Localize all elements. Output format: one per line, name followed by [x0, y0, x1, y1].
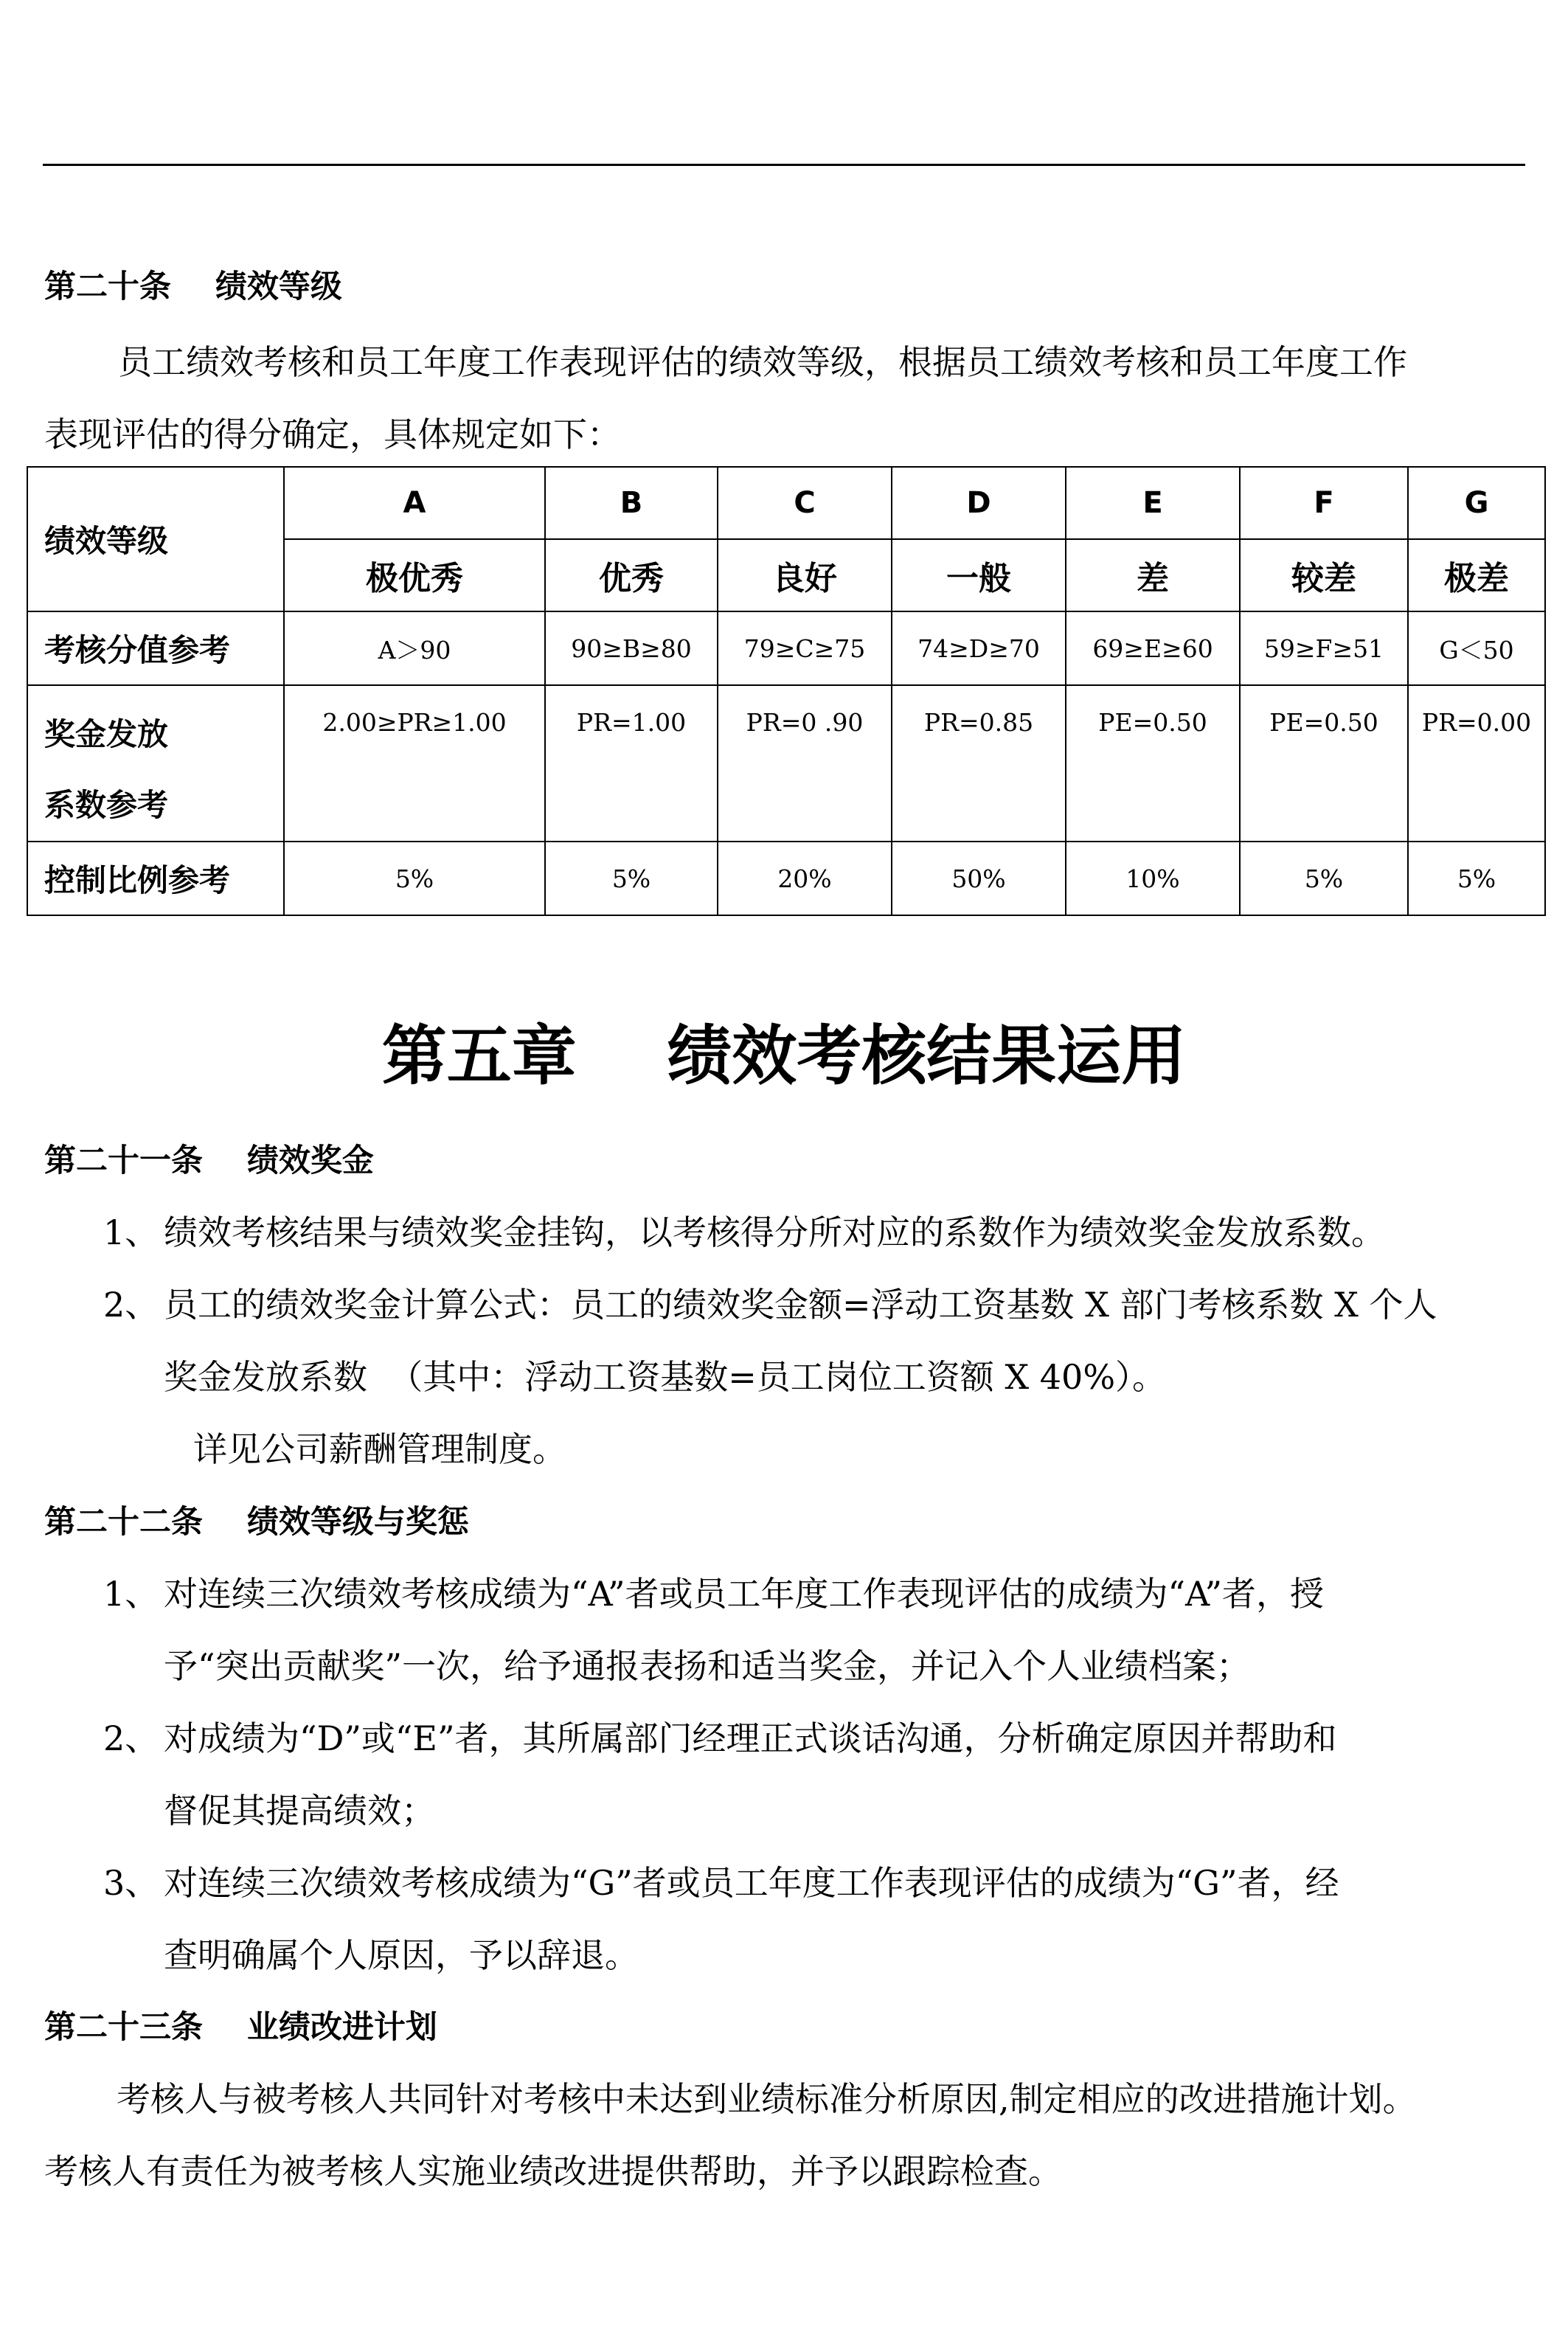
grade-name: 良好: [718, 539, 892, 611]
ratio-cell: 50%: [892, 842, 1066, 915]
score-cell: 74≥D≥70: [892, 611, 1066, 685]
bonus-cell: PR=0.00: [1408, 685, 1545, 842]
article-23-heading: 第二十三条 业绩改进计划: [44, 2009, 437, 2046]
grade-letter: A: [284, 467, 545, 539]
grade-letter: E: [1066, 467, 1240, 539]
article-23-text-line-1: 考核人与被考核人共同针对考核中未达到业绩标准分析原因,制定相应的改进措施计划。: [117, 2079, 1417, 2119]
score-row-header: 考核分值参考: [27, 611, 284, 685]
article-22-heading: 第二十二条 绩效等级与奖惩: [44, 1504, 469, 1541]
ratio-cell: 10%: [1066, 842, 1240, 915]
article-22-item-2-line-2: 督促其提高绩效；: [164, 1791, 435, 1831]
grade-row-header: 绩效等级: [27, 467, 284, 611]
ratio-cell: 5%: [1240, 842, 1408, 915]
ratio-cell: 20%: [718, 842, 892, 915]
ratio-row-header: 控制比例参考: [27, 842, 284, 915]
grade-name: 较差: [1240, 539, 1408, 611]
bonus-cell: PR=1.00: [545, 685, 718, 842]
bonus-row-header-line-1: 奖金发放: [44, 716, 169, 752]
article-23-text-line-2: 考核人有责任为被考核人实施业绩改进提供帮助，并予以跟踪检查。: [44, 2151, 1062, 2191]
grade-letter: F: [1240, 467, 1408, 539]
article-21-heading: 第二十一条 绩效奖金: [44, 1142, 374, 1179]
score-row: [27, 611, 1545, 685]
score-cell: 79≥C≥75: [718, 611, 892, 685]
list-number: 3、: [103, 1863, 159, 1903]
article-21-item-2-line-2: 奖金发放系数 （其中：浮动工资基数=员工岗位工资额 X 40%）。: [164, 1357, 1167, 1397]
score-cell: 59≥F≥51: [1240, 611, 1408, 685]
article-20-heading: 第二十条 绩效等级: [44, 268, 342, 305]
list-number: 2、: [103, 1718, 159, 1758]
grade-letter: C: [718, 467, 892, 539]
grade-letter: G: [1408, 467, 1545, 539]
grade-name: 优秀: [545, 539, 718, 611]
article-22-item-2-line-1: 对成绩为“D”或“E”者，其所属部门经理正式谈话沟通，分析确定原因并帮助和: [164, 1718, 1337, 1758]
grade-name: 差: [1066, 539, 1240, 611]
ratio-cell: 5%: [1408, 842, 1545, 915]
grade-name: 极优秀: [284, 539, 545, 611]
bonus-cell: 2.00≥PR≥1.00: [284, 685, 545, 842]
score-cell: A＞90: [284, 611, 545, 685]
list-number: 1、: [103, 1574, 159, 1614]
bonus-row: [27, 685, 1545, 842]
performance-grade-table: [27, 466, 1546, 916]
score-cell: 69≥E≥60: [1066, 611, 1240, 685]
score-cell: G＜50: [1408, 611, 1545, 685]
article-22-item-1-line-1: 对连续三次绩效考核成绩为“A”者或员工年度工作表现评估的成绩为“A”者，授: [164, 1574, 1324, 1614]
article-21-note: 详见公司薪酬管理制度。: [193, 1429, 566, 1469]
score-cell: 90≥B≥80: [545, 611, 718, 685]
article-22-item-3-line-2: 查明确属个人原因，予以辞退。: [164, 1935, 639, 1975]
grade-name: 极差: [1408, 539, 1545, 611]
bonus-row-header-line-2: 系数参考: [44, 787, 169, 823]
ratio-cell: 5%: [545, 842, 718, 915]
bonus-cell: PE=0.50: [1066, 685, 1240, 842]
bonus-cell: PE=0.50: [1240, 685, 1408, 842]
grade-letter: B: [545, 467, 718, 539]
grade-name: 一般: [892, 539, 1066, 611]
grade-letter-row: [27, 467, 1545, 539]
article-21-item-2-line-1: 员工的绩效奖金计算公式：员工的绩效奖金额=浮动工资基数 X 部门考核系数 X 个人: [164, 1285, 1437, 1325]
list-number: 2、: [103, 1285, 159, 1325]
article-21-item-1: 绩效考核结果与绩效奖金挂钩，以考核得分所对应的系数作为绩效奖金发放系数。: [164, 1213, 1385, 1252]
grade-letter: D: [892, 467, 1066, 539]
article-20-text-line-1: 员工绩效考核和员工年度工作表现评估的绩效等级，根据员工绩效考核和员工年度工作: [118, 342, 1407, 382]
bonus-cell: PR=0.85: [892, 685, 1066, 842]
chapter-title: 第五章 绩效考核结果运用: [381, 1018, 1187, 1094]
bonus-cell: PR=0 .90: [718, 685, 892, 842]
header-rule: [43, 164, 1525, 166]
ratio-cell: 5%: [284, 842, 545, 915]
article-20-text-line-2: 表现评估的得分确定，具体规定如下：: [44, 414, 621, 454]
bonus-row-header: [27, 685, 284, 842]
article-22-item-1-line-2: 予“突出贡献奖”一次，给予通报表扬和适当奖金，并记入个人业绩档案；: [164, 1646, 1251, 1686]
list-number: 1、: [103, 1213, 159, 1252]
ratio-row: [27, 842, 1545, 915]
article-22-item-3-line-1: 对连续三次绩效考核成绩为“G”者或员工年度工作表现评估的成绩为“G”者，经: [164, 1863, 1339, 1903]
